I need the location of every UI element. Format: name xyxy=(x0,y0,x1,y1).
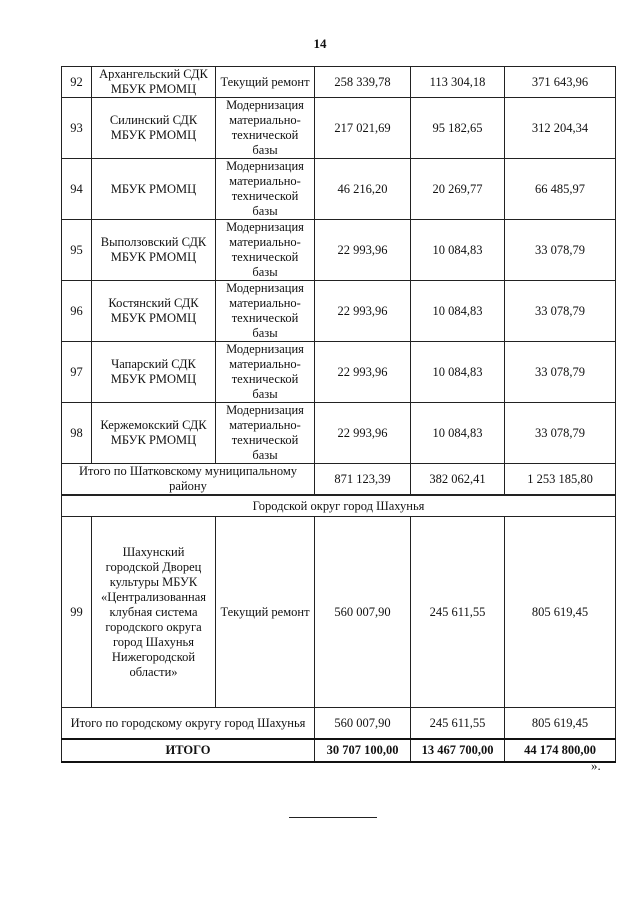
amount-col2: 10 084,83 xyxy=(411,403,505,464)
amount-col3: 371 643,96 xyxy=(505,67,616,98)
amount-col3: 33 078,79 xyxy=(505,342,616,403)
subtotal-col1: 560 007,90 xyxy=(315,708,411,740)
subtotal-col3: 805 619,45 xyxy=(505,708,616,740)
page-number: 14 xyxy=(313,36,327,51)
row-number: 93 xyxy=(62,98,92,159)
table-row xyxy=(62,281,616,342)
section-title: Городской округ город Шахунья xyxy=(62,495,616,517)
institution-name: Кержемокский СДК МБУК РМОМЦ xyxy=(92,403,216,464)
grand-total-row xyxy=(62,739,616,762)
amount-col1: 22 993,96 xyxy=(315,342,411,403)
amount-col3: 805 619,45 xyxy=(505,517,616,708)
table-row xyxy=(62,98,616,159)
amount-col1: 217 021,69 xyxy=(315,98,411,159)
subtotal-col2: 382 062,41 xyxy=(411,464,505,496)
amount-col1: 22 993,96 xyxy=(315,220,411,281)
row-number: 95 xyxy=(62,220,92,281)
amount-col3: 66 485,97 xyxy=(505,159,616,220)
table-row xyxy=(62,159,616,220)
work-type: Модернизация материально-технической базы xyxy=(216,159,315,220)
subtotal-col2: 245 611,55 xyxy=(411,708,505,740)
subtotal-row-shatki xyxy=(62,464,616,496)
work-type: Модернизация материально-технической базы xyxy=(216,403,315,464)
grand-total-col1: 30 707 100,00 xyxy=(315,739,411,762)
amount-col3: 33 078,79 xyxy=(505,220,616,281)
grand-total-label: ИТОГО xyxy=(62,739,315,762)
amount-col2: 10 084,83 xyxy=(411,220,505,281)
institution-name: Костянский СДК МБУК РМОМЦ xyxy=(92,281,216,342)
grand-total-col3: 44 174 800,00 xyxy=(505,739,616,762)
footer-divider-line xyxy=(289,817,377,818)
table-row xyxy=(62,67,616,98)
table-row xyxy=(62,342,616,403)
amount-col3: 312 204,34 xyxy=(505,98,616,159)
institution-name: Силинский СДК МБУК РМОМЦ xyxy=(92,98,216,159)
subtotal-label: Итого по городскому округу город Шахунья xyxy=(62,708,315,740)
institution-name: Архангельский СДК МБУК РМОМЦ xyxy=(92,67,216,98)
amount-col2: 245 611,55 xyxy=(411,517,505,708)
work-type: Текущий ремонт xyxy=(216,67,315,98)
amount-col1: 560 007,90 xyxy=(315,517,411,708)
amount-col1: 46 216,20 xyxy=(315,159,411,220)
subtotal-col3: 1 253 185,80 xyxy=(505,464,616,496)
work-type: Модернизация материально-технической базы xyxy=(216,342,315,403)
amount-col3: 33 078,79 xyxy=(505,281,616,342)
institution-name: Выползовский СДК МБУК РМОМЦ xyxy=(92,220,216,281)
institution-name: МБУК РМОМЦ xyxy=(92,159,216,220)
work-type: Модернизация материально-технической базы xyxy=(216,98,315,159)
amount-col2: 113 304,18 xyxy=(411,67,505,98)
subtotal-label: Итого по Шатковскому муниципальному району xyxy=(62,464,315,496)
institution-name: Шахунский городской Дворец культуры МБУК «Централизованная клубная система городского округа город Шахунья Нижегородской области» xyxy=(92,517,216,708)
amount-col1: 258 339,78 xyxy=(315,67,411,98)
closing-quote-mark: ». xyxy=(591,758,601,773)
row-number: 96 xyxy=(62,281,92,342)
funding-table xyxy=(61,66,616,763)
subtotal-row-shakhunya xyxy=(62,708,616,740)
amount-col3: 33 078,79 xyxy=(505,403,616,464)
work-type: Модернизация материально-технической базы xyxy=(216,281,315,342)
amount-col1: 22 993,96 xyxy=(315,403,411,464)
work-type: Текущий ремонт xyxy=(216,517,315,708)
row-number: 97 xyxy=(62,342,92,403)
amount-col2: 20 269,77 xyxy=(411,159,505,220)
row-number: 92 xyxy=(62,67,92,98)
row-number: 94 xyxy=(62,159,92,220)
grand-total-col2: 13 467 700,00 xyxy=(411,739,505,762)
amount-col1: 22 993,96 xyxy=(315,281,411,342)
row-number: 99 xyxy=(62,517,92,708)
institution-name: Чапарский СДК МБУК РМОМЦ xyxy=(92,342,216,403)
row-number: 98 xyxy=(62,403,92,464)
amount-col2: 95 182,65 xyxy=(411,98,505,159)
amount-col2: 10 084,83 xyxy=(411,281,505,342)
table-row xyxy=(62,403,616,464)
section-header-row xyxy=(62,495,616,517)
table-row xyxy=(62,220,616,281)
work-type: Модернизация материально-технической базы xyxy=(216,220,315,281)
subtotal-col1: 871 123,39 xyxy=(315,464,411,496)
table-row xyxy=(62,517,616,708)
amount-col2: 10 084,83 xyxy=(411,342,505,403)
